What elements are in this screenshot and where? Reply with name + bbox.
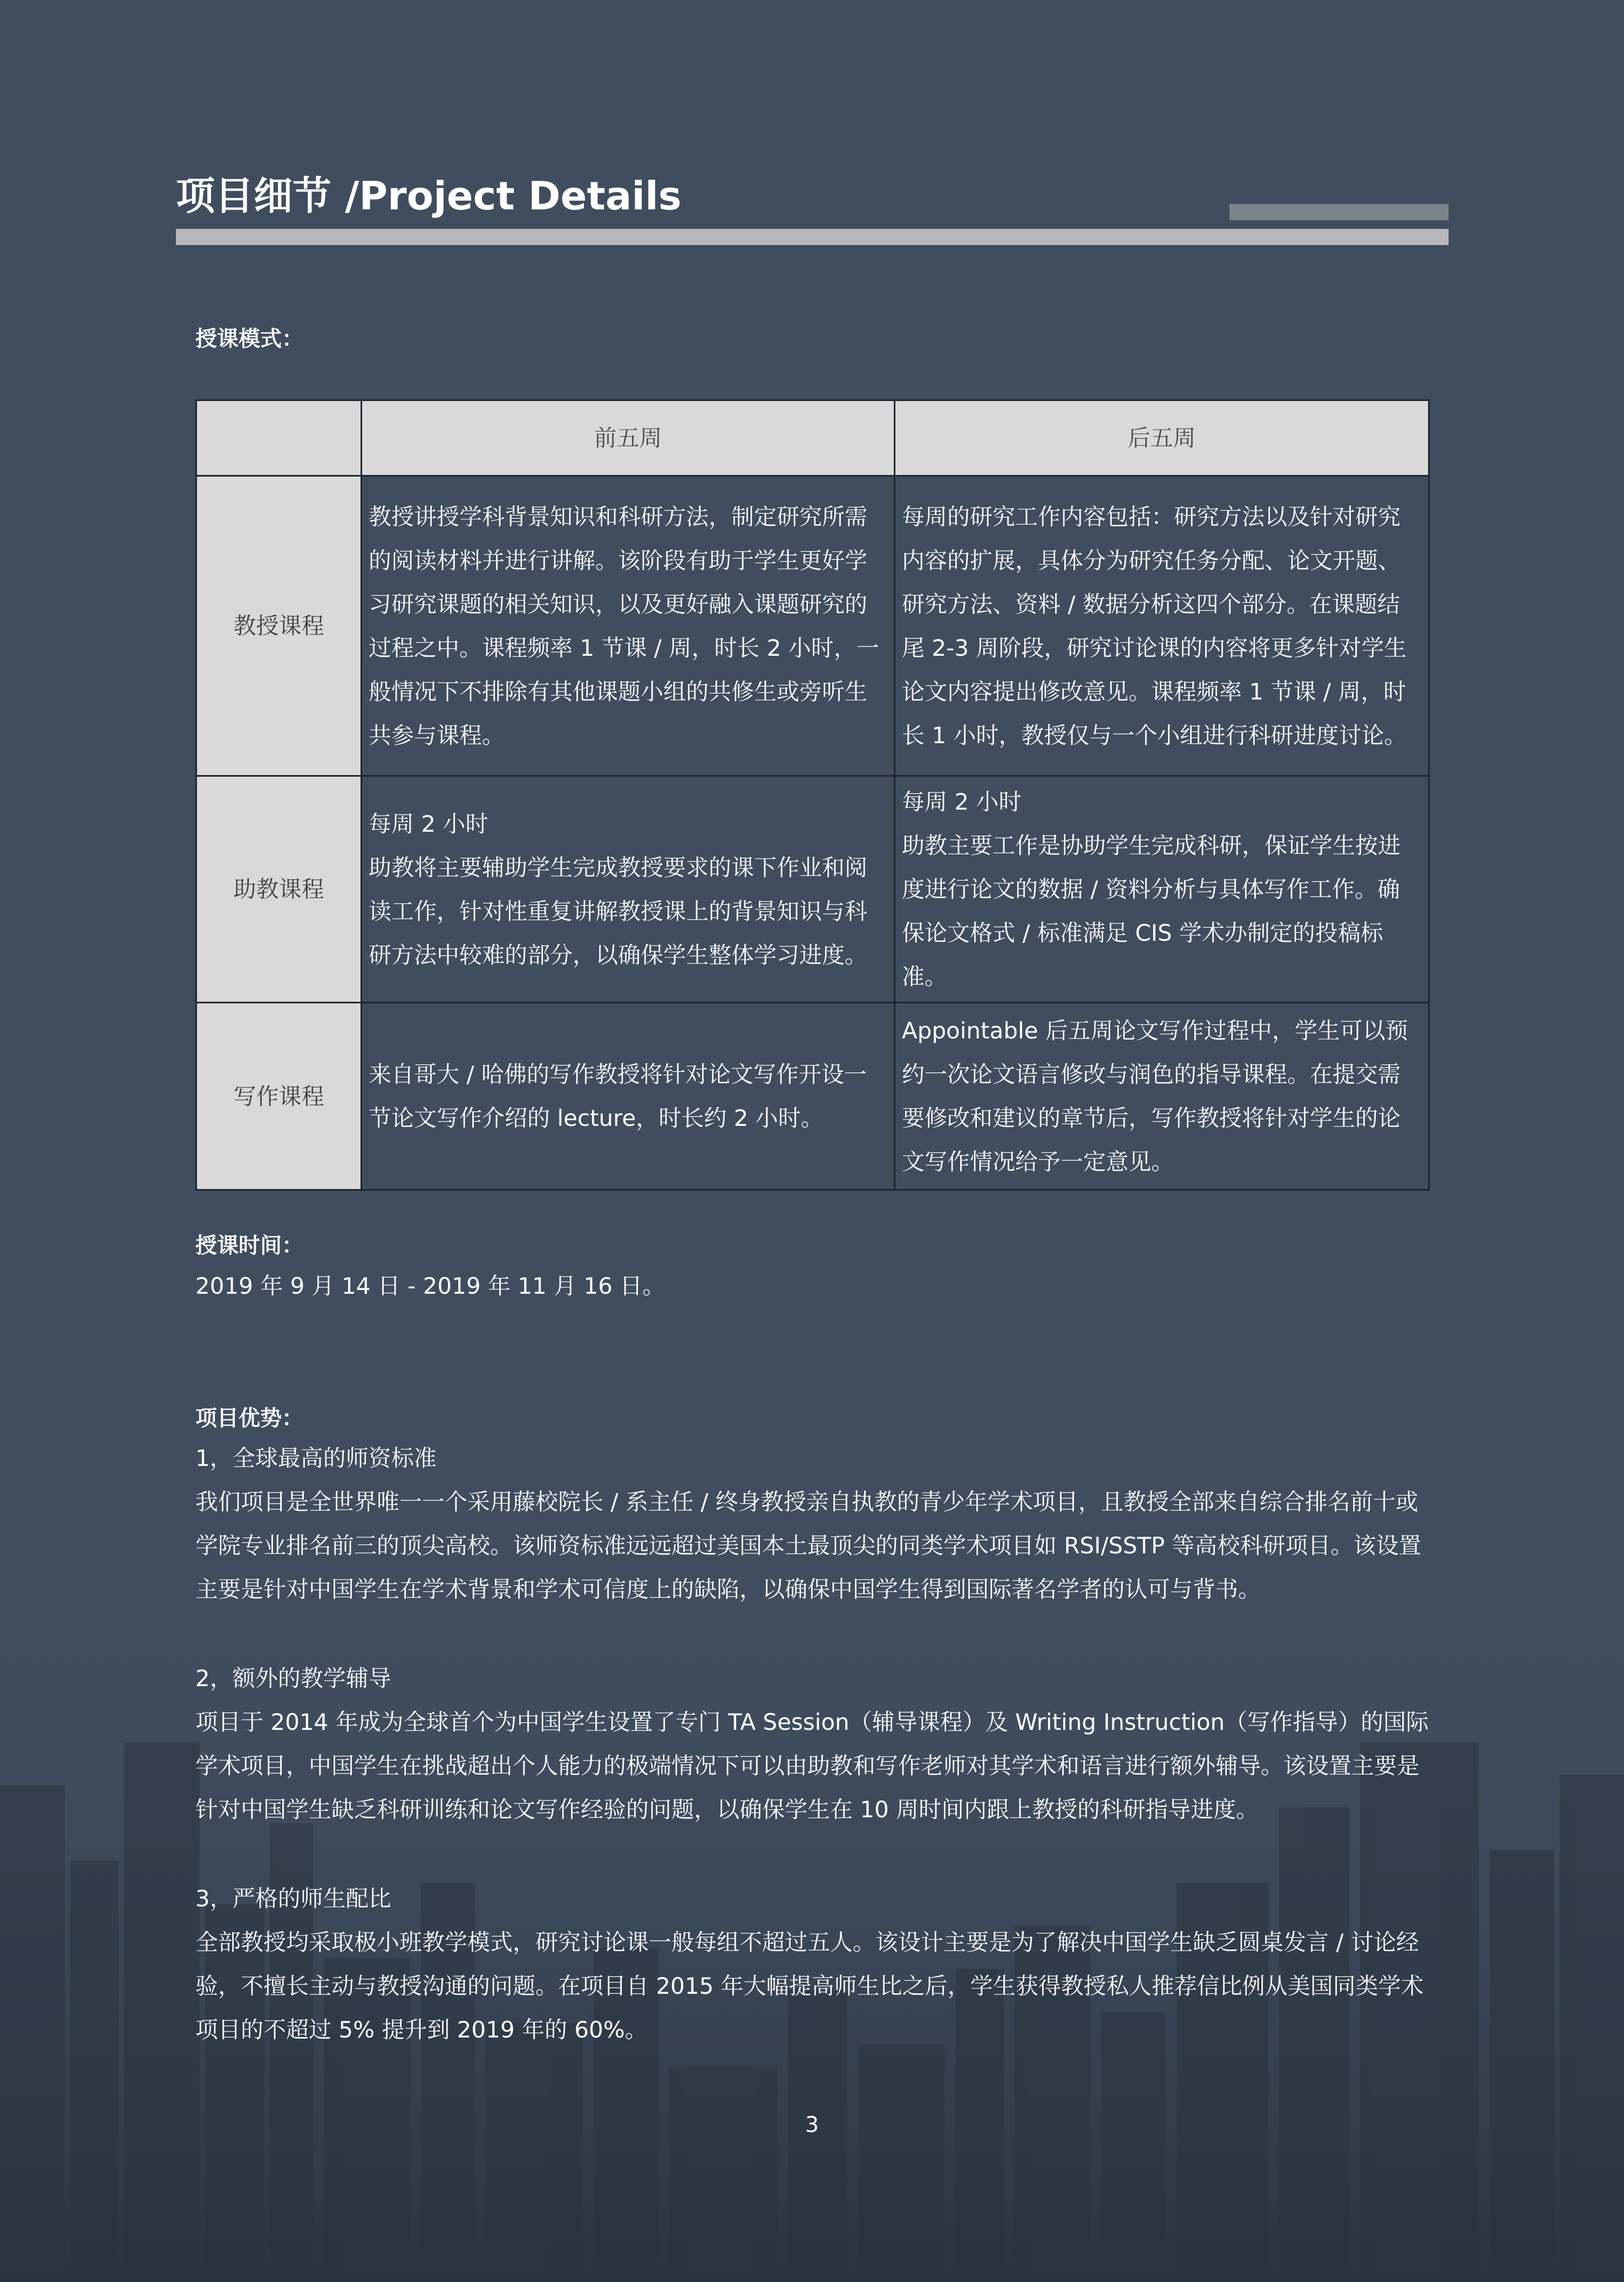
table-row	[196, 1003, 1429, 1190]
table-header-first-five-weeks: 前五周	[362, 400, 895, 476]
advantage-text: 全部教授均采取极小班教学模式，研究讨论课一般每组不超过五人。该设计主要是为了解决中国学生缺乏圆桌发言 / 讨论经验，不擅长主动与教授沟通的问题。在项目自 2015 年大幅提高师生比之后，学生获得教授私人推荐信比例从美国同类学术项目的不超过 5% 提升到 2019 年的 60%。	[195, 1929, 1424, 2043]
schedule-label: 授课时间：	[195, 1233, 303, 1258]
cell-heading: 每周 2 小时	[369, 810, 488, 837]
table-cell: 教授讲授学科背景知识和科研方法，制定研究所需的阅读材料并进行讲解。该阶段有助于学生更好学习研究课题的相关知识，以及更好融入课题研究的过程之中。课程频率 1 节课 / 周，时长 2 小时，一般情况下不排除有其他课题小组的共修生或旁听生共参与课程。	[362, 476, 895, 776]
advantage-heading: 2，额外的教学辅导	[195, 1665, 391, 1692]
row-header-professor-course: 教授课程	[196, 476, 362, 776]
advantage-heading: 1，全球最高的师资标准	[195, 1445, 437, 1471]
table-row	[196, 776, 1429, 1003]
table-row	[196, 476, 1429, 776]
row-header-ta-course: 助教课程	[196, 776, 362, 1003]
cell-text: 助教将主要辅助学生完成教授要求的课下作业和阅读工作，针对性重复讲解教授课上的背景知识与科研方法中较难的部分，以确保学生整体学习进度。	[369, 854, 868, 968]
advantages-label: 项目优势：	[195, 1406, 303, 1431]
table-header-last-five-weeks: 后五周	[895, 400, 1429, 476]
page-title: 项目细节 /Project Details	[176, 173, 682, 219]
advantage-text: 项目于 2014 年成为全球首个为中国学生设置了专门 TA Session（辅导课程）及 Writing Instruction（写作指导）的国际学术项目，中国学生在挑战超出个人能力的极端情况下可以由助教和写作老师对其学术和语言进行额外辅导。该设置主要是针对中国学生缺乏科研训练和论文写作经验的问题，以确保学生在 10 周时间内跟上教授的科研指导进度。	[195, 1709, 1429, 1823]
teaching-mode-table	[195, 399, 1430, 1191]
schedule-value: 2019 年 9 月 14 日 - 2019 年 11 月 16 日。	[195, 1273, 665, 1299]
table-cell: 来自哥大 / 哈佛的写作教授将针对论文写作开设一节论文写作介绍的 lecture，时长约 2 小时。	[362, 1003, 895, 1190]
table-header-row	[196, 400, 1429, 476]
table-cell: 每周的研究工作内容包括：研究方法以及针对研究内容的扩展，具体分为研究任务分配、论文开题、研究方法、资料 / 数据分析这四个部分。在课题结尾 2-3 周阶段，研究讨论课的内容将更多针对学生论文内容提出修改意见。课程频率 1 节课 / 周，时长 1 小时，教授仅与一个小组进行科研进度讨论。	[895, 476, 1429, 776]
advantage-text: 我们项目是全世界唯一一个采用藤校院长 / 系主任 / 终身教授亲自执教的青少年学术项目，且教授全部来自综合排名前十或学院专业排名前三的顶尖高校。该师资标准远远超过美国本土最顶尖的同类学术项目如 RSI/SSTP 等高校科研项目。该设置主要是针对中国学生在学术背景和学术可信度上的缺陷，以确保中国学生得到国际著名学者的认可与背书。	[195, 1489, 1422, 1602]
page-number: 3	[805, 2113, 819, 2137]
table-cell	[362, 776, 895, 1003]
cell-heading: 每周 2 小时	[902, 789, 1022, 815]
title-underline-accent	[1229, 204, 1449, 220]
row-header-writing-course: 写作课程	[196, 1003, 362, 1190]
teaching-mode-label: 授课模式：	[195, 327, 303, 351]
table-cell: Appointable 后五周论文写作过程中，学生可以预约一次论文语言修改与润色的指导课程。在提交需要修改和建议的章节后，写作教授将针对学生的论文写作情况给予一定意见。	[895, 1003, 1429, 1190]
title-underline	[176, 229, 1449, 245]
table-header-corner	[196, 400, 362, 476]
cell-text: 助教主要工作是协助学生完成科研，保证学生按进度进行论文的数据 / 资料分析与具体写作工作。确保论文格式 / 标准满足 CIS 学术办制定的投稿标准。	[902, 832, 1401, 990]
table-cell	[895, 776, 1429, 1003]
advantage-heading: 3，严格的师生配比	[195, 1885, 391, 1912]
